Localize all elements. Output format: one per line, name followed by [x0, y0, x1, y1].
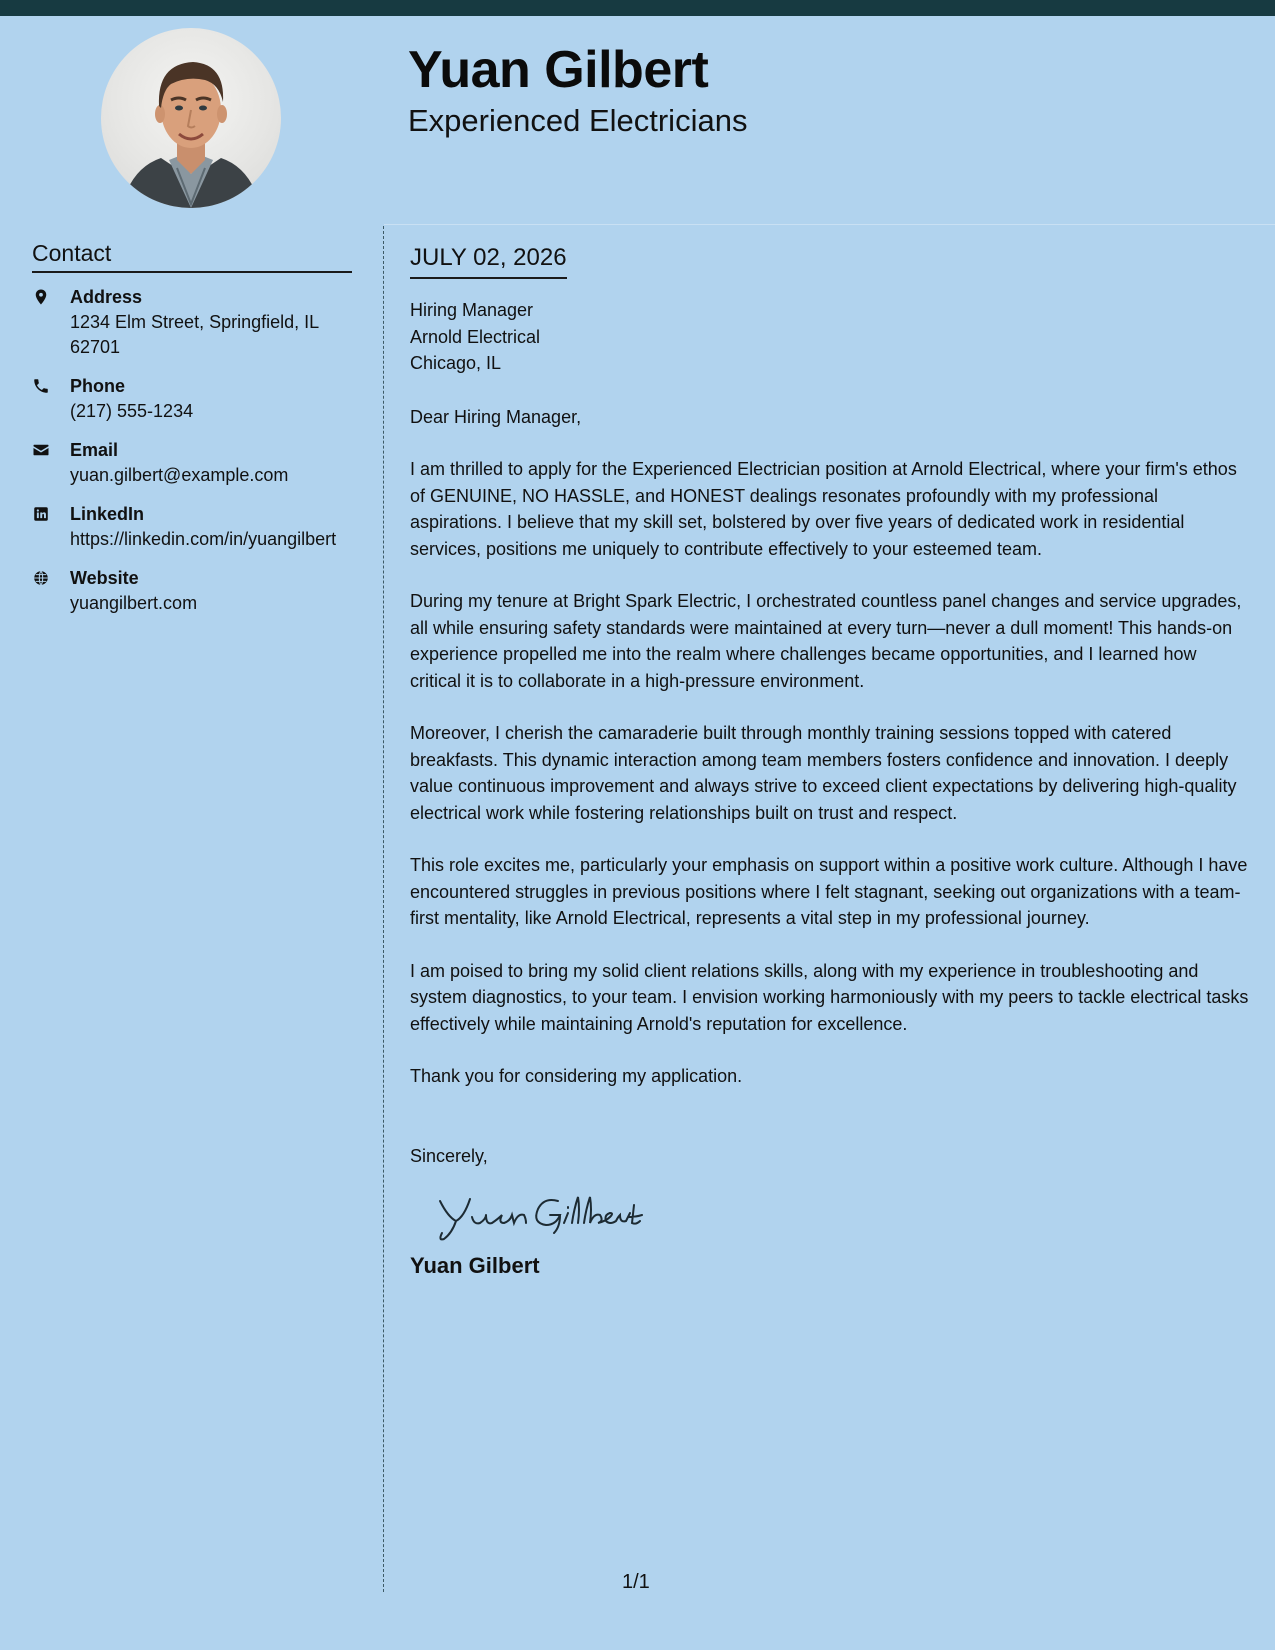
contact-sidebar [32, 240, 352, 630]
contact-item-address [32, 285, 352, 360]
letter-date: JULY 02, 2026 [410, 244, 567, 279]
contact-item-website [32, 566, 352, 616]
column-divider [383, 226, 384, 1592]
map-pin-icon [32, 285, 70, 360]
contact-label: Email [70, 440, 119, 460]
email-value[interactable]: yuan.gilbert@example.com [70, 465, 289, 485]
contact-list [32, 285, 352, 616]
phone-value[interactable]: (217) 555-1234 [70, 401, 194, 421]
linkedin-url[interactable]: https://linkedin.com/in/yuangilbert [70, 529, 337, 549]
recipient-line: Chicago, IL [410, 353, 502, 373]
page-number: 1/1 [622, 1571, 650, 1593]
body-paragraph: This role excites me, particularly your emphasis on support within a positive work culture. Although I have encountered struggles in previous positions where I felt stagnant, seeking out organizations with a team-first mentality, like Arnold Electrical, represents a vital step in my professional journey. [410, 855, 1248, 928]
recipient-line: Arnold Electrical [410, 326, 541, 347]
signature-image [434, 1187, 654, 1243]
signer-name: Yuan Gilbert [410, 1253, 540, 1278]
top-accent-bar [0, 0, 1275, 16]
contact-item-linkedin [32, 502, 352, 552]
letter-body [410, 456, 1250, 1037]
contact-item-phone [32, 374, 352, 424]
candidate-name: Yuan Gilbert [408, 41, 709, 99]
contact-label: Website [70, 568, 139, 588]
contact-label: Phone [70, 376, 126, 396]
contact-item-email [32, 438, 352, 488]
contact-heading: Contact [32, 240, 352, 273]
cover-letter [410, 244, 1250, 1279]
closing: Sincerely, [410, 1145, 488, 1166]
portrait-illustration [101, 28, 281, 208]
thanks-line: Thank you for considering my application. [410, 1066, 743, 1086]
envelope-icon [32, 438, 70, 488]
header-divider [384, 224, 1275, 225]
globe-icon [32, 566, 70, 616]
salutation: Dear Hiring Manager, [410, 406, 582, 427]
linkedin-icon [32, 502, 70, 552]
body-paragraph: I am poised to bring my solid client relations skills, along with my experience in troubleshooting and system diagnostics, to your team. I envision working harmoniously with my peers to tackle electrical tasks effectively while maintaining Arnold's reputation for excellence. [410, 960, 1249, 1034]
recipient-block [410, 297, 1250, 377]
recipient-line: Hiring Manager [410, 300, 534, 320]
body-paragraph: Moreover, I cherish the camaraderie built through monthly training sessions topped with catered breakfasts. This dynamic interaction among team members fosters confidence and innovation. I deeply value continuous improvement and always strive to exceed client expectations by delivering high-quality electrical work while fostering relationships built on trust and respect. [410, 723, 1237, 823]
body-paragraph: I am thrilled to apply for the Experienced Electrician position at Arnold Electrical, where your firm's ethos of GENUINE, NO HASSLE, and HONEST dealings resonates profoundly with my professional aspirations. I believe that my skill set, bolstered by over five years of dedicated work in residential services, positions me uniquely to contribute effectively to your esteemed team. [410, 459, 1237, 559]
body-paragraph: During my tenure at Bright Spark Electric, I orchestrated countless panel changes and service upgrades, all while ensuring safety standards were maintained at every turn—never a dull moment! This hands-on experience propelled me into the realm where challenges became opportunities, and I learned how critical it is to collaborate in a high-pressure environment. [410, 591, 1242, 691]
profile-photo [101, 28, 281, 208]
website-value[interactable]: yuangilbert.com [70, 593, 198, 613]
contact-label: LinkedIn [70, 504, 145, 524]
address-value: 1234 Elm Street, Springfield, IL 62701 [70, 312, 319, 357]
candidate-title: Experienced Electricians [408, 103, 748, 138]
phone-icon [32, 374, 70, 424]
contact-label: Address [70, 287, 143, 307]
